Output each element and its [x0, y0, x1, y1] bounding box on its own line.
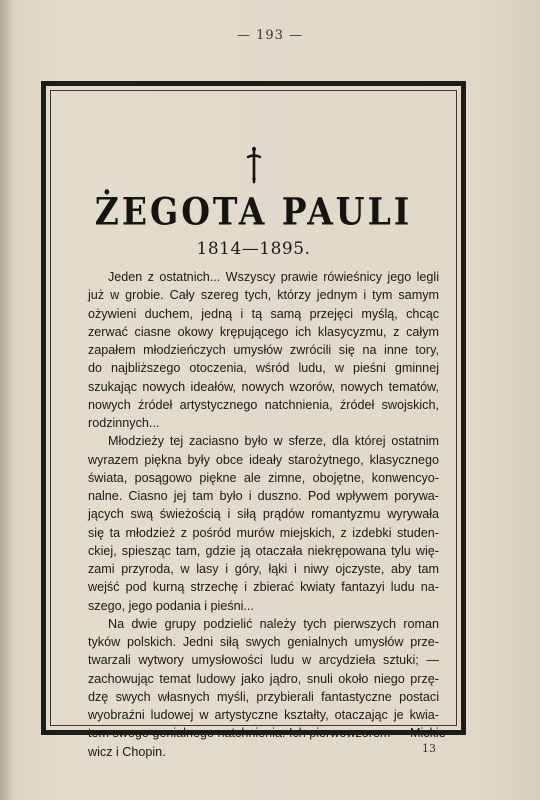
life-dates: 1814—1895. — [196, 239, 311, 259]
text-line: tem swego genialnego natchnienia. Ich pierwowzorem — Mickie- — [88, 726, 450, 741]
text-line: ożywieni duchem, jedną i tą samą przejęci myślą, chcąc — [88, 306, 439, 321]
text-line: do najbliższego otoczenia, wśród ludu, w pieśni gminnej — [88, 361, 439, 376]
text-line: ckiej, spiesząc tam, gdzie ją otaczała niekrępowana tylu wię- — [88, 543, 439, 558]
cross-icon — [245, 146, 263, 184]
text-line: szego, jego podania i pieśni... — [88, 598, 254, 613]
text-line: zachowując temat ludowy jako jądro, snuli około niego przę- — [88, 671, 439, 686]
text-line: nalne. Ciasno jej tam było i duszno. Pod wpływem porywa- — [88, 489, 439, 503]
gutter-shadow — [0, 0, 14, 800]
text-line: rodzinnych... — [88, 416, 160, 430]
cross-ornament — [46, 146, 461, 186]
text-line: Jeden z ostatnich... Wszyscy prawie rówieśnicy jego legli — [108, 270, 439, 284]
text-line: dzę swych własnych myśli, przybierali fantastyczne postaci — [88, 689, 439, 704]
text-line: zerwać ciasne okowy krępującego ich klasycyzmu, z całym — [88, 324, 439, 339]
obituary-body-text — [88, 268, 450, 761]
text-line: Młodzieży tej zaciasno było w sferze, dla której ostatnim — [108, 434, 439, 449]
text-line: już w grobie. Cały szereg tych, którzy jednym i tym samym — [88, 288, 439, 303]
signature-number: 13 — [422, 742, 436, 755]
text-line: wejść pod kurną strzechę i zbierać kwiaty fantazyi ludu na- — [88, 580, 439, 595]
text-line: Na dwie grupy podzielić należy tych pierwszych roman — [108, 616, 439, 631]
text-line: się ta młodzież z pośród murów miejskich, z izdebki studen- — [88, 525, 439, 540]
text-line: nowych źródeł artystycznego natchnienia, źródeł swojskich, — [88, 397, 439, 412]
text-line: tyków polskich. Jedni siłą swych genialnych umysłów prze- — [88, 635, 439, 649]
text-line: wyobraźni ludowej w artystyczne kształty, otaczając je kwia- — [88, 708, 439, 722]
text-line: jących swą świeżością i siłą prądów romantyzmu wyrywała — [88, 507, 439, 522]
text-line: szukając nowych ideałów, nowych wzorów, nowych tematów, — [88, 379, 439, 394]
text-line: świata, posągowo piękne ale zimne, obojętne, konwencyo- — [88, 470, 439, 485]
page-number: — 193 — — [236, 28, 304, 43]
text-line: twarzali wytwory umysłowości ludu w arcydzieła sztuki; — — [88, 653, 439, 668]
text-line: wyrazem piękna były obce ideały starożytnego, klasycznego — [88, 452, 439, 467]
text-line: wicz i Chopin. — [88, 744, 166, 759]
obituary-title: ŻEGOTA PAULI — [94, 189, 413, 234]
text-line: zapałem młodzieńczych umysłów zwrócili się na inne tory, — [88, 343, 439, 357]
text-line: zami przyroda, w lasy i góry, łąki i niwy ojczyste, aby tam — [88, 562, 439, 576]
